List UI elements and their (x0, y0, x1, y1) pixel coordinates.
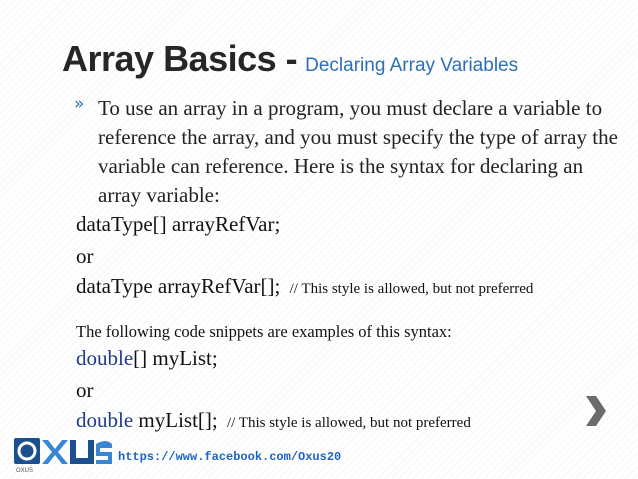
bullet-item (74, 94, 624, 210)
syntax-line-3-code: dataType arrayRefVar[]; (76, 274, 281, 298)
example-line-3 (76, 408, 471, 433)
examples-intro: The following code snippets are examples of this syntax: (76, 322, 452, 341)
chevron-right-icon[interactable] (584, 394, 608, 428)
syntax-or: or (76, 244, 94, 268)
example-line-3-rest: myList[]; (133, 408, 218, 432)
syntax-comment: // This style is allowed, but not preferred (289, 281, 534, 297)
logo-text: OXUS (16, 468, 34, 474)
example-line-1-rest: [] myList; (133, 346, 218, 370)
facebook-link[interactable]: https://www.facebook.com/Oxus20 (118, 450, 342, 464)
example-or: or (76, 378, 94, 402)
example-keyword-3: double (76, 408, 134, 432)
example-keyword-1: double (76, 346, 134, 370)
syntax-line-3 (76, 274, 533, 299)
title-subtitle: Declaring Array Variables (305, 55, 519, 76)
oxus20-logo[interactable] (14, 436, 114, 474)
example-comment: // This style is allowed, but not preferred (226, 415, 471, 431)
slide-title (62, 38, 518, 80)
syntax-line-1: dataType[] arrayRefVar; (76, 212, 281, 236)
title-main: Array Basics - (62, 38, 298, 79)
bullet-text: To use an array in a program, you must declare a variable to reference the array, and you must specify the type of array the variable can reference. Here is the syntax for declaring an array variable: (98, 96, 618, 207)
bullet-marker: » (74, 94, 85, 114)
example-line-1 (76, 346, 218, 371)
